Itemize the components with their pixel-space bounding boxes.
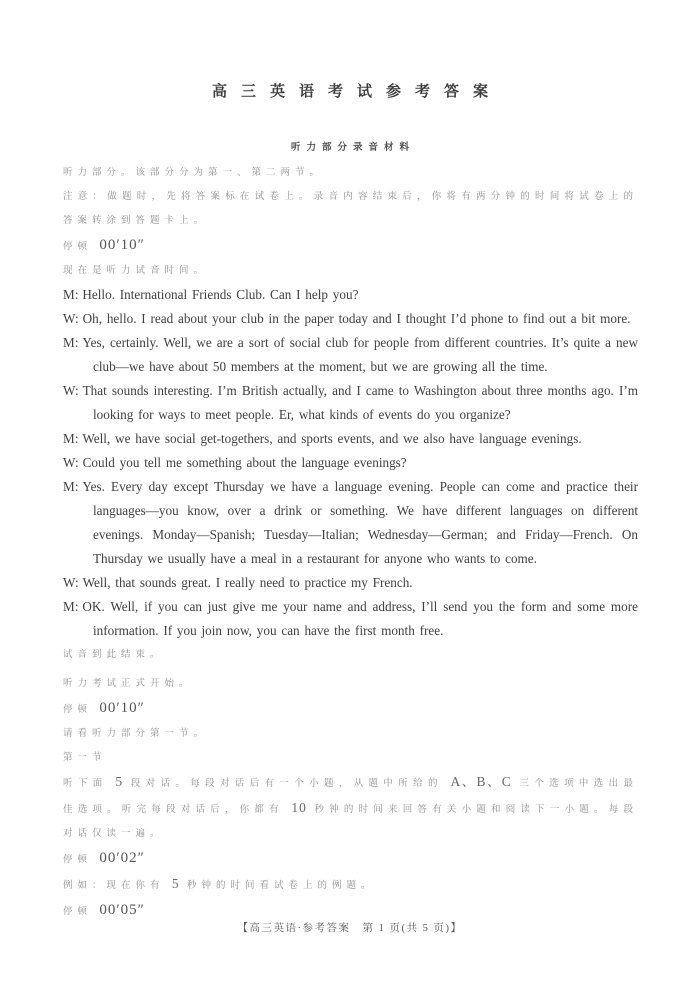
text-run: 请看听力部分第一节。	[63, 729, 209, 739]
pause-line	[63, 846, 638, 872]
notice-line	[63, 185, 638, 233]
text-run: 秒钟的时间看试卷上的例题。	[179, 881, 376, 891]
inline-number: 10	[291, 800, 307, 815]
listening-material-heading: 听力部分录音材料	[290, 142, 415, 153]
dialog-line-m: M: Yes. Every day except Thursday we have a language evening. People can come and practice their languages—you know, over a drink or something. We have different languages on different evenings. Monday—Spanish; Tuesday—Italian; Wednesday—German; and Friday—French. On Thursday we usually have a meal in a restaurant for anyone who wants to come.	[63, 479, 638, 566]
document-body	[63, 161, 638, 924]
text-run: 第一节	[63, 753, 107, 763]
dialog-line-w: W: Could you tell me something about the language evenings?	[63, 455, 407, 470]
text-run: 三个选项中选出最佳选项。听完每段对话后，你都有	[63, 779, 638, 815]
dialog-line-w: W: Well, that sounds great. I really need to practice my French.	[63, 575, 413, 590]
page-title: 高三英语考试参考答案	[211, 83, 502, 100]
pause-line	[63, 233, 638, 259]
inline-number: 00′02″	[99, 850, 145, 866]
dialog-line-m: M: OK. Well, if you can just give me your name and address, I’ll send you the form and some more information. If you join now, you can have the first month free.	[63, 599, 638, 638]
speaker-label: M:	[63, 599, 79, 614]
text-run: 停顿	[63, 242, 100, 252]
listening-part-intro	[63, 161, 638, 185]
text-run: 注意：做题时，先将答案标在试卷上。录音内容结束后，你将有两分钟的时间将试卷上的答案转涂到答题卡上。	[63, 192, 638, 226]
text-run: 停顿	[63, 907, 100, 917]
dialog-line-m: M: Well, we have social get-togethers, and sports events, and we also have language evenings.	[63, 431, 582, 446]
speaker-label: W:	[63, 383, 79, 398]
text-run: 停顿	[63, 855, 100, 865]
text-run: 试音到此结束。	[63, 650, 165, 660]
text-run: 秒钟的时间来回答有关小题和阅读下一小题。每段对话仅读一遍。	[63, 805, 638, 839]
see-section-one-line	[63, 722, 638, 746]
speaker-label: M:	[63, 335, 79, 350]
text-run: 听力部分。该部分分为第一、第二两节。	[63, 168, 325, 178]
inline-number: 5	[115, 774, 124, 789]
speaker-label: M:	[63, 431, 79, 446]
tone-end-line	[63, 643, 638, 667]
dialog-line-w: W: Oh, hello. I read about your club in the paper today and I thought I’d phone to find out a bit more.	[63, 311, 631, 326]
text-run: 听下面	[63, 779, 116, 789]
pause-line	[63, 696, 638, 722]
exam-start-line	[63, 672, 638, 696]
page-footer: 【高三英语·参考答案 第 1 页(共 5 页)】	[237, 923, 463, 934]
inline-number: 00′10″	[99, 700, 145, 716]
test-tone-intro	[63, 259, 638, 283]
inline-number: 00′05″	[99, 902, 145, 918]
text-run: 例如：现在你有	[63, 881, 172, 891]
speaker-label: W:	[63, 575, 79, 590]
example-line	[63, 872, 638, 898]
section-one-heading	[63, 746, 638, 770]
speaker-label: M:	[63, 479, 79, 494]
dialog-line-m: M: Hello. International Friends Club. Can I help you?	[63, 287, 359, 302]
text-run: 听力考试正式开始。	[63, 679, 194, 689]
inline-number: 5	[171, 876, 180, 891]
text-run: 现在是听力试音时间。	[63, 266, 209, 276]
speaker-label: W:	[63, 455, 79, 470]
inline-number: 00′10″	[99, 237, 145, 253]
speaker-label: W:	[63, 311, 79, 326]
dialog-line-m: M: Yes, certainly. Well, we are a sort of social club for people from different countries. It’s quite a new club—we have about 50 members at the moment, but we are growing all the time.	[63, 335, 638, 374]
inline-number: A、B、C	[450, 774, 512, 789]
dialog-line-w: W: That sounds interesting. I’m British actually, and I came to Washington about three months ago. I’m looking for ways to meet people. Er, what kinds of events do you organize?	[63, 383, 638, 422]
section-one-instructions	[63, 770, 638, 846]
text-run: 停顿	[63, 705, 100, 715]
text-run: 段对话。每段对话后有一个小题，从题中所给的	[123, 779, 451, 789]
speaker-label: M:	[63, 287, 79, 302]
